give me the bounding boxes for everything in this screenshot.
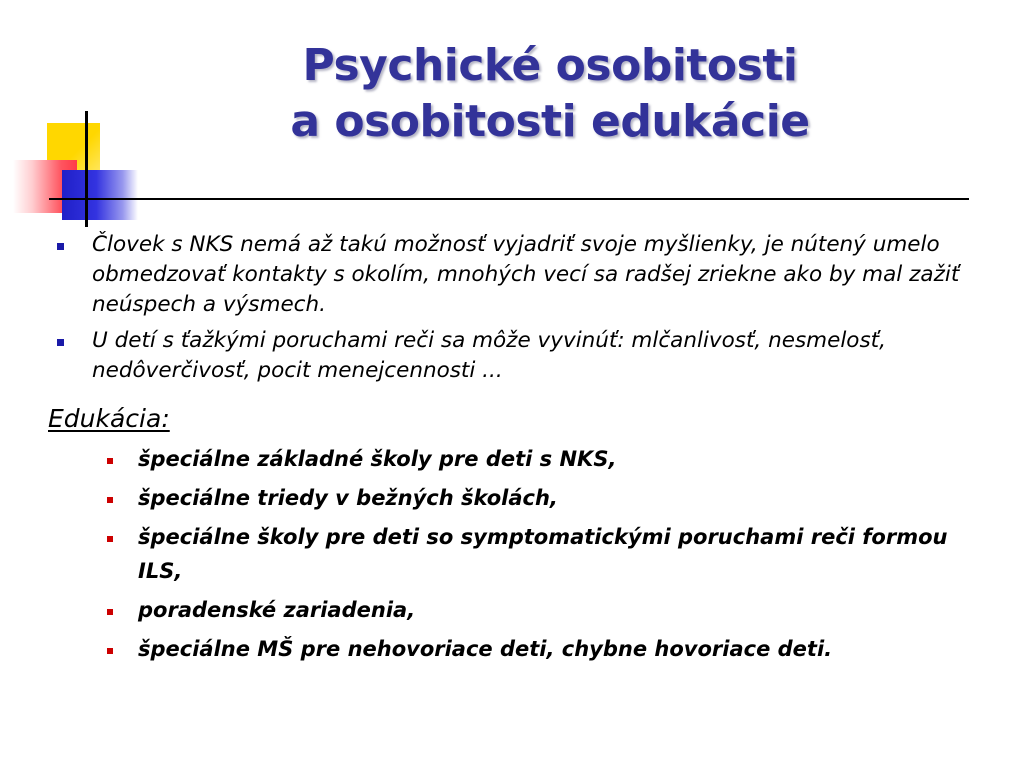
main-bullet-text: U detí s ťažkými poruchami reči sa môže vyvinúť: mlčanlivosť, nesmelosť, nedôverčivosť, pocit menejcennosti ...	[92, 328, 886, 383]
square-bullet-icon	[107, 458, 113, 464]
education-list	[48, 442, 988, 666]
decorative-logo	[0, 0, 160, 240]
slide-title	[160, 38, 940, 150]
education-item-text: špeciálne školy pre deti so symptomatickými poruchami reči formou ILS,	[138, 525, 948, 583]
square-bullet-icon	[107, 609, 113, 615]
square-bullet-icon	[107, 497, 113, 503]
square-bullet-icon	[57, 243, 64, 250]
slide-body	[48, 230, 988, 671]
main-bullet-item	[48, 230, 988, 320]
blue-square-decoration	[62, 170, 138, 220]
education-item	[48, 593, 958, 627]
main-bullet-text: Človek s NKS nemá až takú možnosť vyjadriť svoje myšlienky, je nútený umelo obmedzovať kontakty s okolím, mnohých vecí sa radšej zriekne ako by mal zažiť neúspech a výsmech.	[92, 232, 960, 317]
vertical-rule	[85, 111, 88, 227]
education-item-text: špeciálne triedy v bežných školách,	[138, 486, 558, 510]
square-bullet-icon	[57, 339, 64, 346]
education-item	[48, 632, 958, 666]
education-item	[48, 520, 958, 588]
main-bullet-item	[48, 326, 988, 386]
square-bullet-icon	[107, 536, 113, 542]
education-item	[48, 442, 958, 476]
education-item	[48, 481, 958, 515]
education-item-text: špeciálne základné školy pre deti s NKS,	[138, 447, 617, 471]
square-bullet-icon	[107, 648, 113, 654]
education-item-text: poradenské zariadenia,	[138, 598, 416, 622]
title-line-2: a osobitosti edukácie	[290, 96, 810, 147]
education-item-text: špeciálne MŠ pre nehovoriace deti, chybne hovoriace deti.	[138, 637, 833, 661]
title-line-1: Psychické osobitosti	[302, 40, 798, 91]
horizontal-rule	[49, 198, 969, 200]
education-heading: Edukácia:	[48, 404, 170, 433]
main-bullet-list	[48, 230, 988, 386]
